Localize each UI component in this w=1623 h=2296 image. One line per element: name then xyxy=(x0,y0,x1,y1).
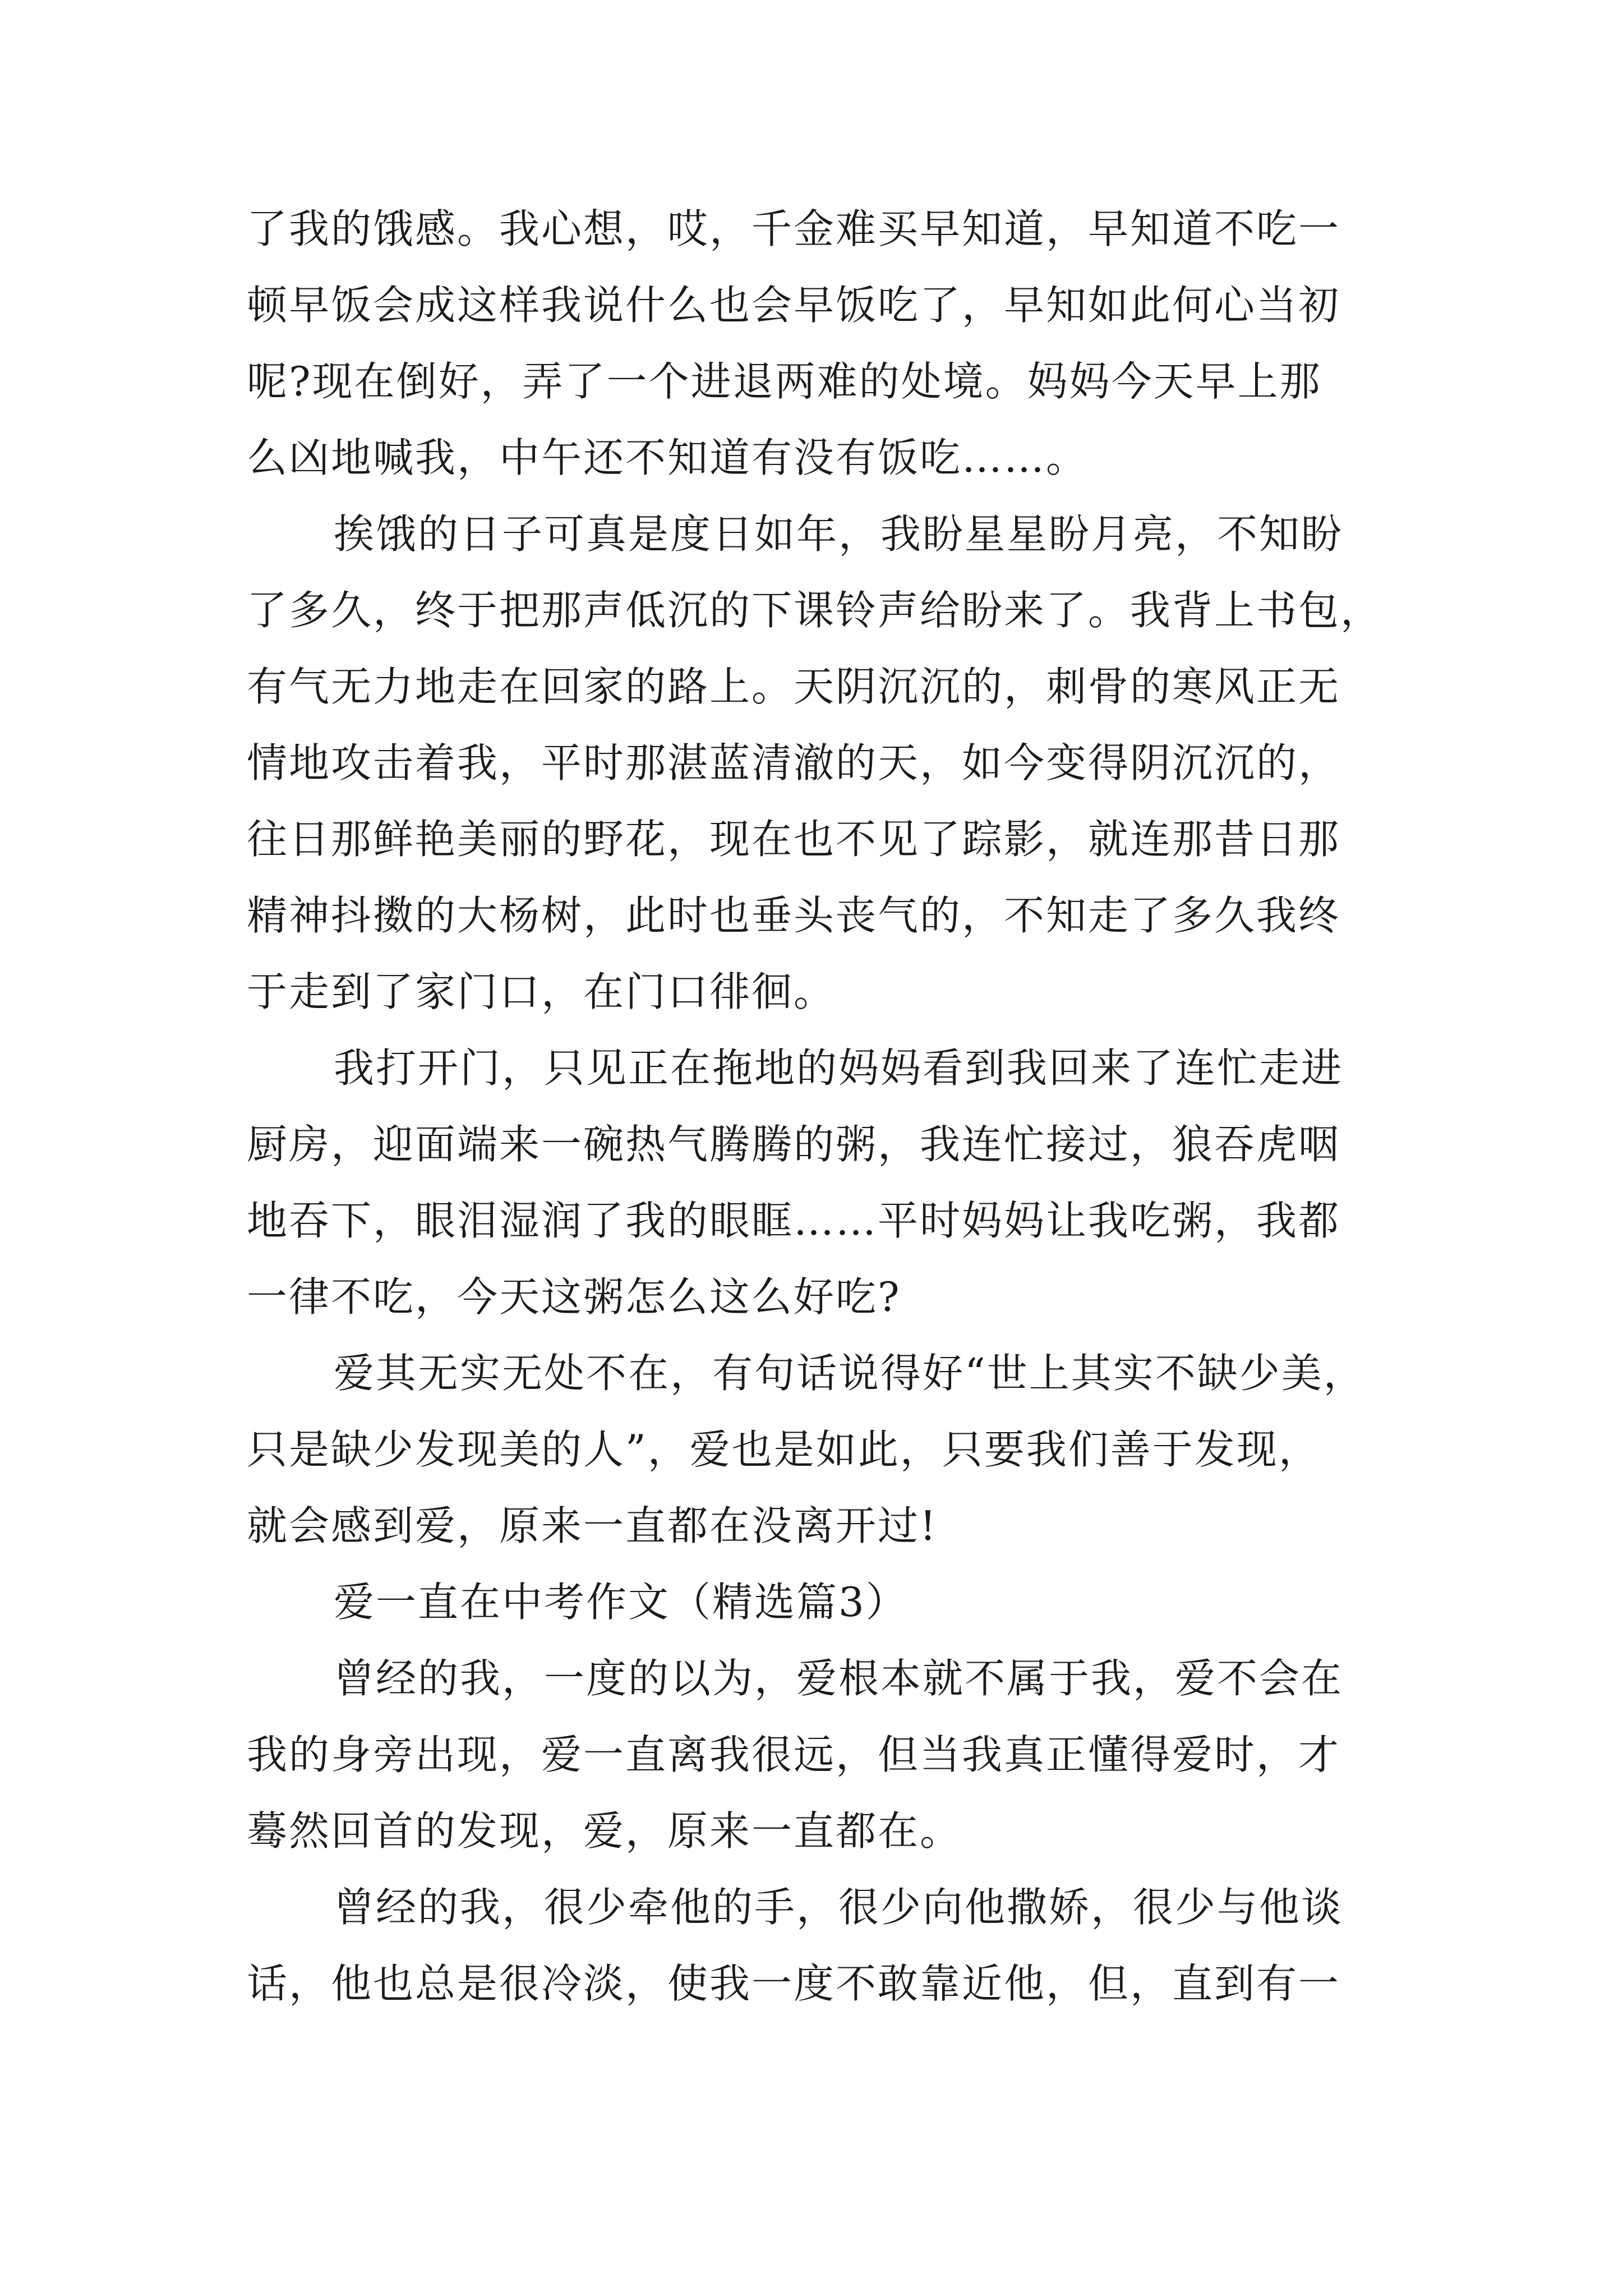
paragraph-start-line: 爱其无实无处不在，有句话说得好“世上其实不缺少美， xyxy=(334,1350,1366,1397)
section-heading: 爱一直在中考作文（精选篇3） xyxy=(334,1579,908,1626)
text-line: 只是缺少发现美的人”，爱也是如此，只要我们善于发现， xyxy=(247,1426,1321,1473)
text-line: 了我的饿感。我心想，哎，千金难买早知道，早知道不吃一 xyxy=(247,205,1341,252)
text-line: 我的身旁出现，爱一直离我很远，但当我真正懂得爱时，才 xyxy=(247,1731,1341,1778)
text-line: 蓦然回首的发现，爱，原来一直都在。 xyxy=(247,1807,962,1855)
text-line: 有气无力地走在回家的路上。天阴沉沉的，刺骨的寒风正无 xyxy=(247,663,1341,710)
paragraph-start-line: 挨饿的日子可真是度日如年，我盼星星盼月亮，不知盼 xyxy=(334,510,1344,558)
text-line: 么凶地喊我，中午还不知道有没有饭吃……。 xyxy=(247,434,1089,481)
text-line: 情地攻击着我，平时那湛蓝清澈的天，如今变得阴沉沉的， xyxy=(247,739,1341,786)
text-line: 地吞下，眼泪湿润了我的眼眶……平时妈妈让我吃粥，我都 xyxy=(247,1197,1341,1244)
paragraph-start-line: 曾经的我，一度的以为，爱根本就不属于我，爱不会在 xyxy=(334,1655,1344,1702)
text-line: 就会感到爱，原来一直都在没离开过! xyxy=(247,1502,938,1549)
text-line: 精神抖擞的大杨树，此时也垂头丧气的，不知走了多久我终 xyxy=(247,892,1341,939)
paragraph-start-line: 曾经的我，很少牵他的手，很少向他撒娇，很少与他谈 xyxy=(334,1884,1344,1931)
text-line: 往日那鲜艳美丽的野花，现在也不见了踪影，就连那昔日那 xyxy=(247,816,1341,863)
text-line: 顿早饭会成这样我说什么也会早饭吃了，早知如此何心当初 xyxy=(247,282,1341,329)
text-line: 于走到了家门口，在门口徘徊。 xyxy=(247,968,836,1015)
paragraph-start-line: 我打开门，只见正在拖地的妈妈看到我回来了连忙走进 xyxy=(334,1045,1344,1092)
text-line: 了多久，终于把那声低沉的下课铃声给盼来了。我背上书包， xyxy=(247,587,1383,634)
text-line: 话，他也总是很冷淡，使我一度不敢靠近他，但，直到有一 xyxy=(247,1960,1341,2007)
text-line: 呢?现在倒好，弄了一个进退两难的处境。妈妈今天早上那 xyxy=(247,358,1322,405)
text-line: 厨房，迎面端来一碗热气腾腾的粥，我连忙接过，狼吞虎咽 xyxy=(247,1121,1341,1168)
essay-text xyxy=(247,191,1391,2022)
text-line: 一律不吃，今天这粥怎么这么好吃? xyxy=(247,1273,901,1320)
